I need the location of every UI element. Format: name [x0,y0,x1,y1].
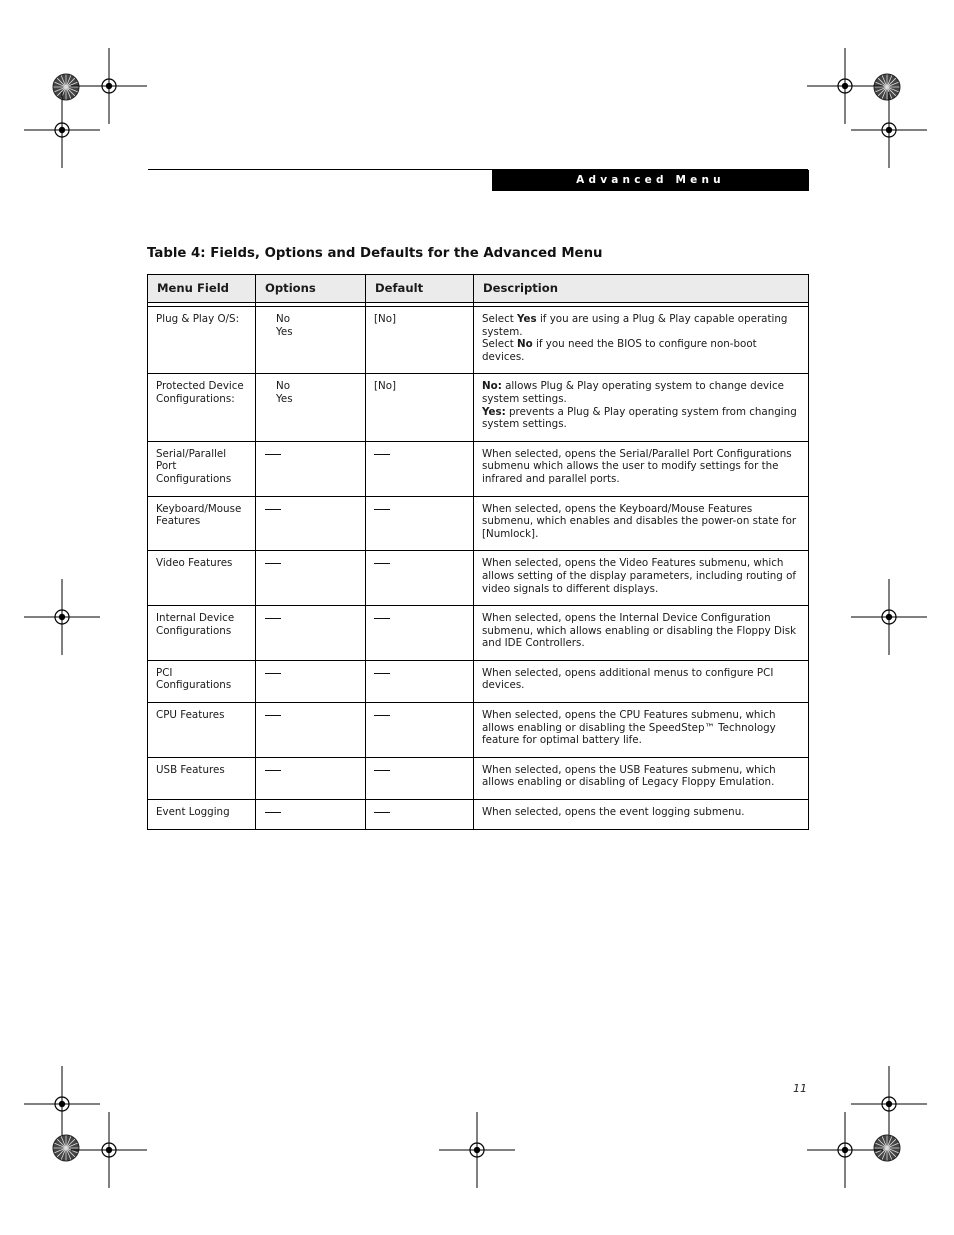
default-cell [366,307,474,374]
menu-field-cell: Plug & Play O/S: [148,307,256,374]
description-cell [474,441,809,496]
menu-field-cell: Keyboard/Mouse Features [148,496,256,551]
menu-field-cell: CPU Features [148,703,256,758]
not-applicable-dash [374,618,390,619]
description-cell [474,757,809,799]
section-header-bar [492,170,809,191]
options-cell [256,606,366,661]
default-value: [No] [374,380,397,393]
not-applicable-dash [265,673,281,674]
description-cell [474,703,809,758]
default-cell [366,551,474,606]
table-header-row [148,275,809,303]
not-applicable-dash [265,563,281,564]
table-row [148,800,809,830]
description-text: Select Yes if you are using a Plug & Play capable operating system. [482,313,788,338]
options-cell [256,757,366,799]
option-value: Yes [276,392,293,405]
description-text: When selected, opens the Video Features submenu, which allows setting of the display parameters, including routing of video signals to different displays. [482,557,796,595]
not-applicable-dash [265,715,281,716]
description-cell [474,606,809,661]
options-cell [256,800,366,830]
description-text: When selected, opens the CPU Features submenu, which allows enabling or disabling the SpeedStep™ Technology feature for optimal battery life. [482,709,776,747]
description-cell [474,660,809,702]
not-applicable-dash [265,618,281,619]
table-row [148,757,809,799]
options-cell [256,660,366,702]
not-applicable-dash [374,509,390,510]
not-applicable-dash [374,454,390,455]
not-applicable-dash [265,812,281,813]
option-value: No [276,313,291,325]
description-cell [474,307,809,374]
option-value: No [276,380,291,393]
column-header: Default [366,275,474,303]
table-title: Table 4: Fields, Options and Defaults for the Advanced Menu [147,246,603,261]
not-applicable-dash [265,509,281,510]
not-applicable-dash [265,770,281,771]
description-text: Yes: prevents a Plug & Play operating system from changing system settings. [482,405,797,431]
table-row [148,496,809,551]
default-cell [366,800,474,830]
default-cell [366,606,474,661]
default-cell [366,496,474,551]
not-applicable-dash [265,454,281,455]
menu-field-cell: Internal Device Configurations [148,606,256,661]
description-text: When selected, opens the Keyboard/Mouse Features submenu, which enables and disables the power-on state for [Numlock]. [482,502,797,540]
description-cell [474,551,809,606]
not-applicable-dash [374,673,390,674]
advanced-menu-table [147,274,809,830]
option-value: Yes [276,325,293,338]
options-cell [256,441,366,496]
column-header: Menu Field [148,275,256,303]
not-applicable-dash [374,563,390,564]
description-text: Select No if you need the BIOS to configure non-boot devices. [482,338,757,363]
description-text: When selected, opens additional menus to configure PCI devices. [482,666,774,692]
menu-field-cell: Video Features [148,551,256,606]
table-row [148,441,809,496]
table-row [148,660,809,702]
description-text: No: allows Plug & Play operating system to change device system settings. [482,380,784,405]
description-cell [474,800,809,830]
options-cell [256,374,366,441]
table-row [148,307,809,374]
page-number: 11 [793,1082,807,1095]
table-row [148,374,809,441]
options-cell [256,551,366,606]
description-cell [474,374,809,441]
not-applicable-dash [374,812,390,813]
menu-field-cell: PCI Configurations [148,660,256,702]
menu-field-cell: Serial/Parallel Port Configurations [148,441,256,496]
table-body [148,303,809,830]
menu-field-cell: Protected Device Configurations: [148,374,256,441]
description-text: When selected, opens the Serial/Parallel Port Configurations submenu which allows the user to modify settings for the infrared and parallel ports. [482,447,792,485]
options-cell [256,496,366,551]
default-cell [366,757,474,799]
default-cell [366,703,474,758]
description-text: When selected, opens the event logging submenu. [482,806,745,819]
description-text: When selected, opens the Internal Device Configuration submenu, which allows enabling or disabling the Floppy Disk and IDE Controllers. [482,612,797,650]
table-row [148,606,809,661]
default-value: [No] [374,313,397,325]
description-cell [474,496,809,551]
menu-field-cell: USB Features [148,757,256,799]
menu-field-cell: Event Logging [148,800,256,830]
not-applicable-dash [374,715,390,716]
default-cell [366,660,474,702]
options-cell [256,307,366,374]
default-cell [366,374,474,441]
column-header: Options [256,275,366,303]
default-cell [366,441,474,496]
not-applicable-dash [374,770,390,771]
table-row [148,703,809,758]
description-text: When selected, opens the USB Features submenu, which allows enabling or disabling of Legacy Floppy Emulation. [482,763,776,789]
table-row [148,551,809,606]
options-cell [256,703,366,758]
column-header: Description [474,275,809,303]
section-label: Advanced Menu [576,174,725,186]
